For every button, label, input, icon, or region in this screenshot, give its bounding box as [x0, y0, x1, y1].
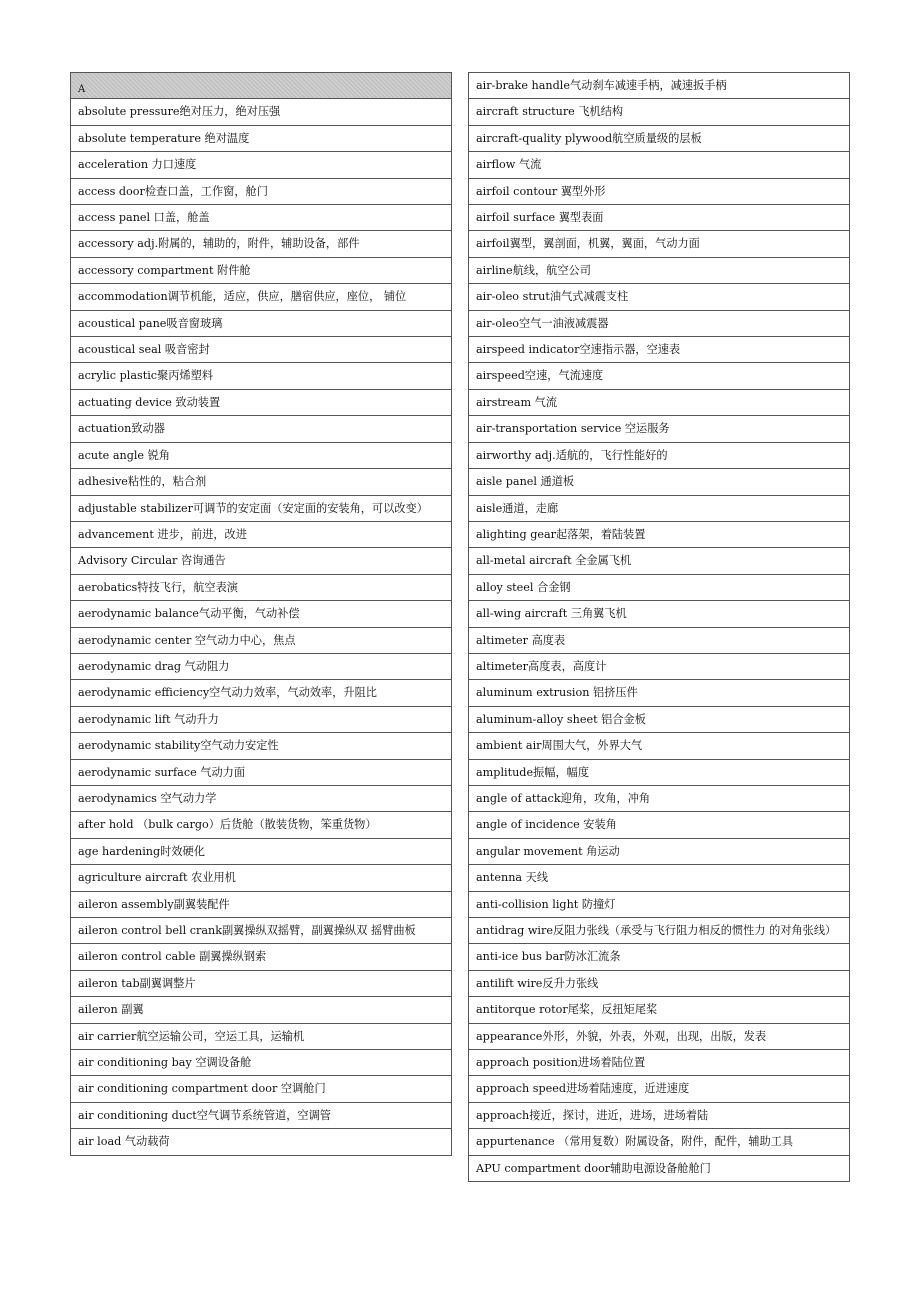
glossary-entry: air-oleo strut油气式减震支柱: [469, 284, 850, 310]
glossary-row: [469, 1023, 850, 1049]
glossary-row: [469, 1102, 850, 1128]
glossary-table-right: [468, 72, 850, 1182]
glossary-row: [469, 1129, 850, 1155]
glossary-row: [71, 918, 452, 944]
glossary-entry: approach position进场着陆位置: [469, 1050, 850, 1076]
glossary-entry: appearance外形，外貌，外表，外观，出现，出版，发表: [469, 1023, 850, 1049]
glossary-table-left: [70, 72, 452, 1156]
glossary-entry: actuation致动器: [71, 416, 452, 442]
glossary-entry: ambient air周围大气，外界大气: [469, 733, 850, 759]
glossary-entry: air-transportation service 空运服务: [469, 416, 850, 442]
glossary-entry: amplitude振幅，幅度: [469, 759, 850, 785]
glossary-entry: acoustical seal 吸音密封: [71, 337, 452, 363]
glossary-row: [71, 310, 452, 336]
glossary-row: [71, 706, 452, 732]
section-letter-header: A: [71, 73, 452, 99]
glossary-entry: aerodynamic balance气动平衡，气动补偿: [71, 601, 452, 627]
glossary-row: [469, 178, 850, 204]
glossary-row: [469, 653, 850, 679]
glossary-row: [71, 152, 452, 178]
glossary-entry: aluminum-alloy sheet 铝合金板: [469, 706, 850, 732]
glossary-row: [469, 733, 850, 759]
glossary-row: [469, 785, 850, 811]
glossary-entry: alloy steel 合金钢: [469, 574, 850, 600]
glossary-entry: airfoil surface 翼型表面: [469, 205, 850, 231]
glossary-entry: air carrier航空运输公司，空运工具，运输机: [71, 1023, 452, 1049]
glossary-row: [469, 918, 850, 944]
glossary-entry: air-brake handle气动刹车减速手柄，减速扳手柄: [469, 73, 850, 99]
glossary-row: [71, 495, 452, 521]
glossary-row: [469, 469, 850, 495]
glossary-entry: airspeed空速，气流速度: [469, 363, 850, 389]
glossary-row: [71, 574, 452, 600]
glossary-entry: accessory adj.附属的，辅助的，附件，辅助设备，部件: [71, 231, 452, 257]
glossary-row: [469, 548, 850, 574]
glossary-row: [71, 99, 452, 125]
glossary-row: [71, 865, 452, 891]
glossary-entry: aileron control cable 副翼操纵钢索: [71, 944, 452, 970]
glossary-row: [469, 416, 850, 442]
glossary-entry: airflow 气流: [469, 152, 850, 178]
glossary-entry: aluminum extrusion 铝挤压件: [469, 680, 850, 706]
glossary-row: [469, 1155, 850, 1181]
glossary-row: [71, 178, 452, 204]
glossary-row: [469, 1050, 850, 1076]
glossary-entry: after hold （bulk cargo）后货舱（散装货物，笨重货物）: [71, 812, 452, 838]
glossary-entry: agriculture aircraft 农业用机: [71, 865, 452, 891]
glossary-entry: antidrag wire反阻力张线（承受与飞行阻力相反的惯性力 的对角张线）: [469, 918, 850, 944]
glossary-entry: air load 气动载荷: [71, 1129, 452, 1155]
glossary-entry: aisle通道，走廊: [469, 495, 850, 521]
glossary-entry: air conditioning duct空气调节系统管道，空调管: [71, 1102, 452, 1128]
glossary-entry: acrylic plastic聚丙烯塑料: [71, 363, 452, 389]
glossary-entry: airfoil contour 翼型外形: [469, 178, 850, 204]
glossary-entry: aileron tab副翼调整片: [71, 970, 452, 996]
glossary-row: [469, 759, 850, 785]
glossary-row: [469, 812, 850, 838]
glossary-row: [469, 389, 850, 415]
glossary-entry: actuating device 致动装置: [71, 389, 452, 415]
glossary-row: [469, 73, 850, 99]
glossary-row: [469, 865, 850, 891]
glossary-entry: all-wing aircraft 三角翼飞机: [469, 601, 850, 627]
glossary-row: [469, 944, 850, 970]
glossary-entry: aileron 副翼: [71, 997, 452, 1023]
glossary-row: [469, 1076, 850, 1102]
glossary-row: [469, 574, 850, 600]
glossary-entry: air-oleo空气一油液减震器: [469, 310, 850, 336]
glossary-entry: age hardening时效硬化: [71, 838, 452, 864]
glossary-entry: altimeter 高度表: [469, 627, 850, 653]
glossary-entry: accessory compartment 附件舱: [71, 257, 452, 283]
glossary-row: [71, 363, 452, 389]
glossary-row: [71, 337, 452, 363]
glossary-entry: anti-collision light 防撞灯: [469, 891, 850, 917]
glossary-row: [469, 257, 850, 283]
glossary-row: [469, 997, 850, 1023]
glossary-entry: absolute pressure绝对压力，绝对压强: [71, 99, 452, 125]
glossary-row: [71, 284, 452, 310]
glossary-entry: absolute temperature 绝对温度: [71, 125, 452, 151]
glossary-row: [469, 838, 850, 864]
glossary-entry: approach speed进场着陆速度，近进速度: [469, 1076, 850, 1102]
glossary-row: [71, 257, 452, 283]
glossary-entry: acceleration 力口速度: [71, 152, 452, 178]
glossary-row: [469, 495, 850, 521]
glossary-entry: airstream 气流: [469, 389, 850, 415]
glossary-entry: antenna 天线: [469, 865, 850, 891]
glossary-row: [469, 521, 850, 547]
glossary-row: [469, 706, 850, 732]
glossary-entry: advancement 进步，前进，改进: [71, 521, 452, 547]
glossary-entry: aerodynamic efficiency空气动力效率，气动效率，升阻比: [71, 680, 452, 706]
glossary-entry: aerodynamic drag 气动阻力: [71, 653, 452, 679]
glossary-row: [71, 838, 452, 864]
glossary-entry: access door检查口盖，工作窗，舱门: [71, 178, 452, 204]
glossary-entry: aerodynamics 空气动力学: [71, 785, 452, 811]
glossary-entry: all-metal aircraft 全金属飞机: [469, 548, 850, 574]
glossary-row: [71, 469, 452, 495]
glossary-row: [469, 627, 850, 653]
glossary-row: [71, 733, 452, 759]
glossary-entry: APU compartment door辅助电源设备舱舱门: [469, 1155, 850, 1181]
glossary-row: [71, 944, 452, 970]
glossary-entry: aileron control bell crank副翼操纵双摇臂，副翼操纵双 摇臂曲板: [71, 918, 452, 944]
glossary-entry: aerobatics特技飞行，航空表演: [71, 574, 452, 600]
glossary-row: [469, 970, 850, 996]
glossary-row: [71, 389, 452, 415]
glossary-row: [71, 416, 452, 442]
glossary-row: [469, 363, 850, 389]
table-header-row: [71, 73, 452, 99]
glossary-entry: aerodynamic center 空气动力中心，焦点: [71, 627, 452, 653]
glossary-entry: appurtenance （常用复数）附属设备，附件，配件，辅助工具: [469, 1129, 850, 1155]
glossary-row: [469, 891, 850, 917]
glossary-entry: access panel 口盖，舱盖: [71, 205, 452, 231]
glossary-entry: aircraft structure 飞机结构: [469, 99, 850, 125]
glossary-entry: angle of attack迎角，攻角，冲角: [469, 785, 850, 811]
glossary-entry: aerodynamic stability空气动力安定性: [71, 733, 452, 759]
glossary-row: [71, 231, 452, 257]
glossary-entry: airworthy adj.适航的，飞行性能好的: [469, 442, 850, 468]
glossary-entry: aerodynamic lift 气动升力: [71, 706, 452, 732]
glossary-row: [469, 99, 850, 125]
glossary-entry: angular movement 角运动: [469, 838, 850, 864]
glossary-row: [469, 601, 850, 627]
glossary-entry: accommodation调节机能，适应，供应，膳宿供应，座位， 铺位: [71, 284, 452, 310]
glossary-row: [469, 680, 850, 706]
glossary-entry: air conditioning bay 空调设备舱: [71, 1050, 452, 1076]
glossary-entry: angle of incidence 安装角: [469, 812, 850, 838]
glossary-row: [71, 627, 452, 653]
glossary-row: [71, 1129, 452, 1155]
glossary-entry: antitorque rotor尾桨，反扭矩尾桨: [469, 997, 850, 1023]
glossary-row: [469, 442, 850, 468]
glossary-row: [71, 1102, 452, 1128]
glossary-row: [71, 205, 452, 231]
glossary-row: [71, 1050, 452, 1076]
glossary-row: [71, 653, 452, 679]
glossary-entry: altimeter高度表，高度计: [469, 653, 850, 679]
glossary-entry: adjustable stabilizer可调节的安定面（安定面的安装角，可以改变）: [71, 495, 452, 521]
glossary-entry: aileron assembly副翼装配件: [71, 891, 452, 917]
glossary-entry: adhesive粘性的，粘合剂: [71, 469, 452, 495]
glossary-row: [71, 891, 452, 917]
glossary-entry: airfoil翼型，翼剖面，机翼，翼面，气动力面: [469, 231, 850, 257]
glossary-entry: Advisory Circular 咨询通告: [71, 548, 452, 574]
glossary-row: [71, 759, 452, 785]
glossary-row: [71, 1023, 452, 1049]
glossary-entry: air conditioning compartment door 空调舱门: [71, 1076, 452, 1102]
glossary-row: [71, 125, 452, 151]
glossary-row: [469, 284, 850, 310]
glossary-row: [469, 337, 850, 363]
glossary-entry: aircraft-quality plywood航空质量级的层板: [469, 125, 850, 151]
glossary-row: [71, 601, 452, 627]
glossary-row: [71, 970, 452, 996]
glossary-row: [469, 205, 850, 231]
glossary-row: [469, 310, 850, 336]
glossary-row: [469, 152, 850, 178]
glossary-row: [71, 521, 452, 547]
glossary-entry: alighting gear起落架，着陆装置: [469, 521, 850, 547]
glossary-entry: acute angle 锐角: [71, 442, 452, 468]
glossary-row: [71, 548, 452, 574]
glossary-row: [71, 442, 452, 468]
glossary-entry: antilift wire反升力张线: [469, 970, 850, 996]
glossary-row: [71, 997, 452, 1023]
glossary-entry: approach接近，探讨，进近，进场，进场着陆: [469, 1102, 850, 1128]
glossary-row: [469, 125, 850, 151]
glossary-entry: airline航线，航空公司: [469, 257, 850, 283]
glossary-entry: airspeed indicator空速指示器，空速表: [469, 337, 850, 363]
glossary-entry: acoustical pane吸音窗玻璃: [71, 310, 452, 336]
glossary-row: [71, 1076, 452, 1102]
glossary-row: [71, 785, 452, 811]
glossary-entry: aisle panel 通道板: [469, 469, 850, 495]
glossary-entry: aerodynamic surface 气动力面: [71, 759, 452, 785]
glossary-entry: anti-ice bus bar防冰汇流条: [469, 944, 850, 970]
glossary-row: [469, 231, 850, 257]
glossary-row: [71, 812, 452, 838]
glossary-row: [71, 680, 452, 706]
